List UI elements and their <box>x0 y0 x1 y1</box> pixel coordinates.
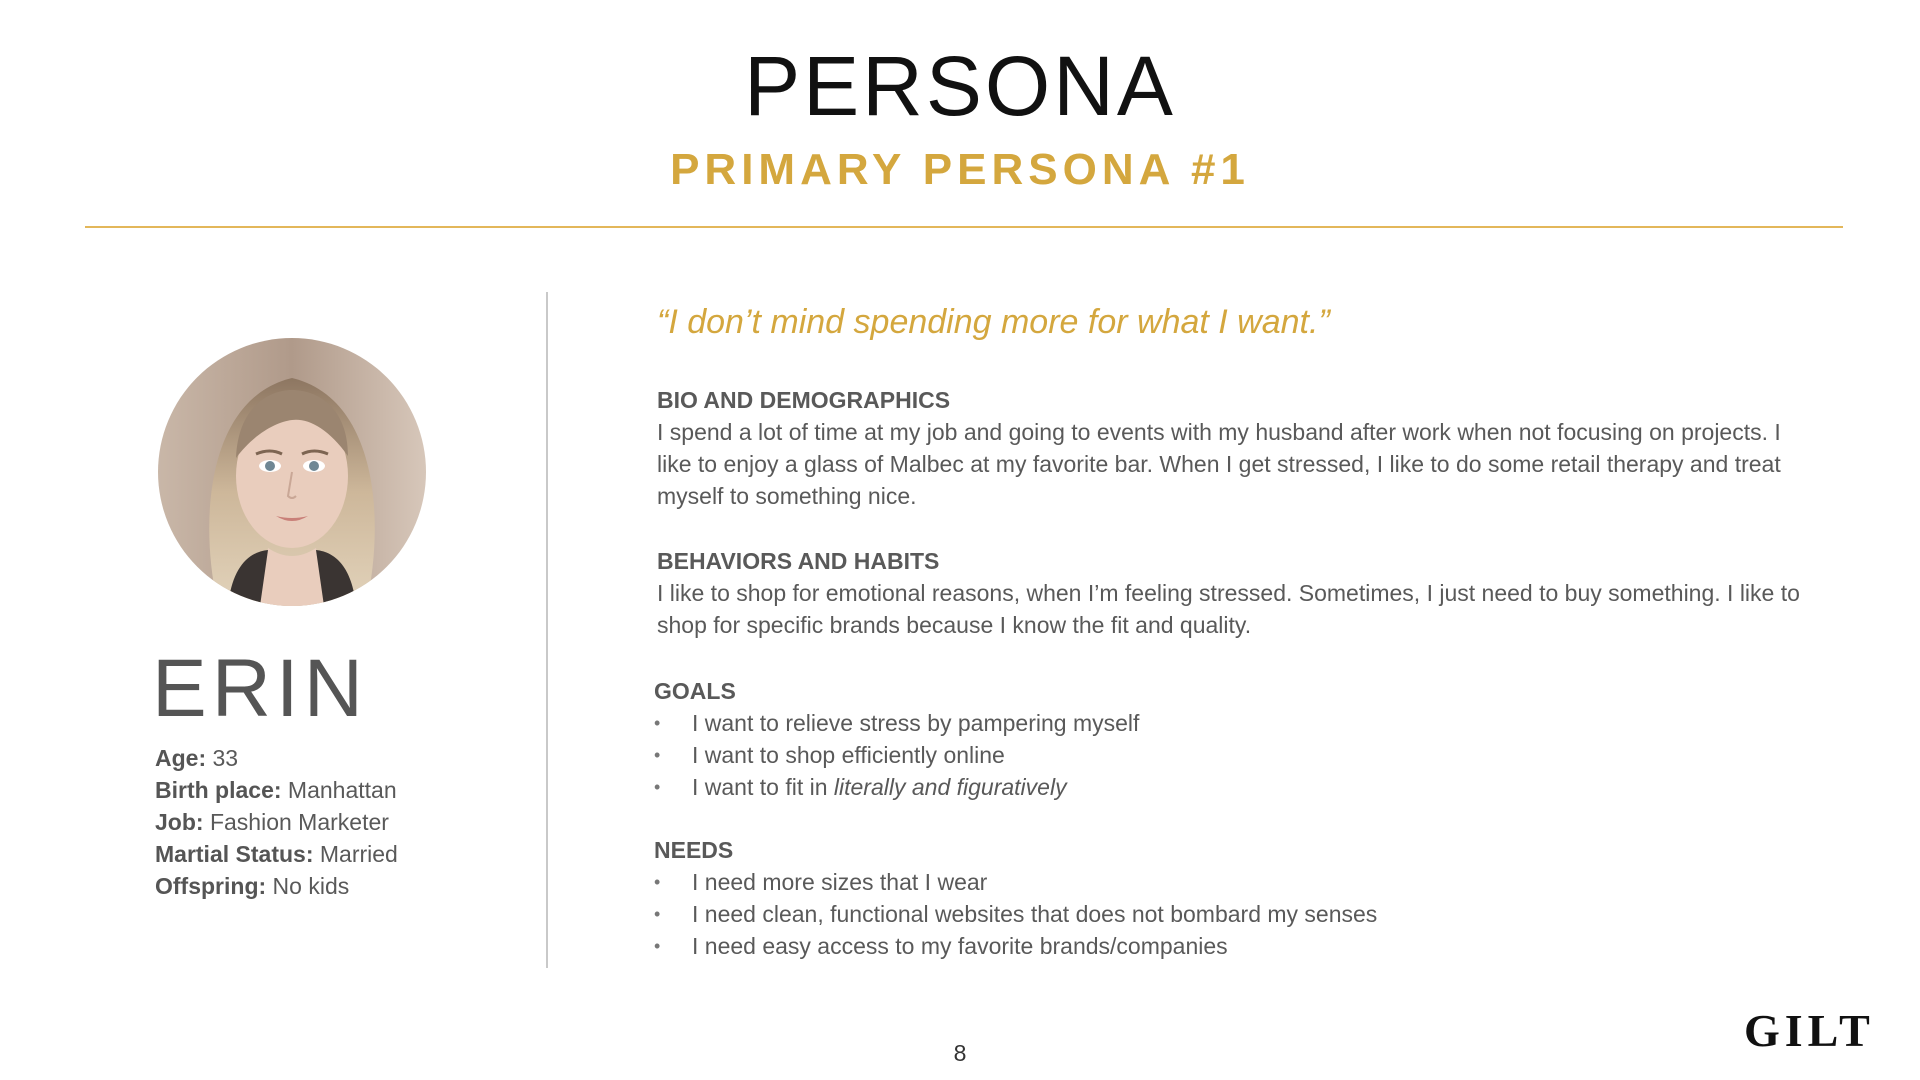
goals-section <box>654 675 1804 803</box>
bullet-icon: • <box>654 872 661 892</box>
page-number: 8 <box>953 1040 967 1066</box>
demographic-value: No kids <box>266 873 350 899</box>
bio-heading: BIO AND DEMOGRAPHICS <box>657 387 951 413</box>
list-item <box>654 898 1804 930</box>
behaviors-text: I like to shop for emotional reasons, when I’m feeling stressed. Sometimes, I just need to buy something. I like to shop for specific brands because I know the fit and quality. <box>657 580 1800 638</box>
bullet-icon: • <box>654 936 661 956</box>
goal-emphasis: literally and figuratively <box>833 774 1067 800</box>
demographic-birth-place <box>155 774 398 806</box>
bio-section <box>657 384 1807 512</box>
goals-heading: GOALS <box>654 678 736 704</box>
demographic-value: Married <box>313 841 398 867</box>
demographics-list <box>155 742 398 902</box>
list-item <box>654 739 1804 771</box>
goals-list <box>654 707 1804 803</box>
demographic-offspring <box>155 870 398 902</box>
demographic-age <box>155 742 398 774</box>
bullet-icon: • <box>654 777 661 797</box>
persona-quote: “I don’t mind spending more for what I want.” <box>657 303 1330 341</box>
persona-name: ERIN <box>152 643 368 734</box>
list-item <box>654 930 1804 962</box>
behaviors-heading: BEHAVIORS AND HABITS <box>657 548 940 574</box>
demographic-label: Birth place: <box>155 777 282 803</box>
page-subtitle: PRIMARY PERSONA #1 <box>670 145 1250 194</box>
demographic-label: Martial Status: <box>155 841 314 867</box>
bio-text: I spend a lot of time at my job and going to events with my husband after work when not focusing on projects. I like to enjoy a glass of Malbec at my favorite bar. When I get stressed, I like to do some retail therapy and treat myself to something nice. <box>657 419 1781 509</box>
gilt-logo: GILT <box>1744 1005 1875 1056</box>
demographic-value: 33 <box>206 745 239 771</box>
goal-text: I want to relieve stress by pampering myself <box>692 710 1140 736</box>
needs-heading: NEEDS <box>654 837 734 863</box>
need-text: I need more sizes that I wear <box>692 869 988 895</box>
list-item <box>654 866 1804 898</box>
column-divider <box>546 292 548 968</box>
need-text: I need clean, functional websites that does not bombard my senses <box>692 901 1378 927</box>
list-item <box>654 771 1804 803</box>
needs-section <box>654 834 1804 962</box>
demographic-label: Offspring: <box>155 873 267 899</box>
demographic-label: Job: <box>155 809 204 835</box>
goal-text: I want to fit in <box>692 774 834 800</box>
demographic-value: Fashion Marketer <box>203 809 389 835</box>
need-text: I need easy access to my favorite brands/companies <box>692 933 1228 959</box>
header-divider <box>85 226 1843 228</box>
bullet-icon: • <box>654 904 661 924</box>
demographic-label: Age: <box>155 745 207 771</box>
page-title: PERSONA <box>744 39 1176 133</box>
behaviors-section <box>657 545 1807 641</box>
demographic-marital-status <box>155 838 398 870</box>
demographic-value: Manhattan <box>281 777 397 803</box>
persona-photo <box>158 338 426 606</box>
bullet-icon: • <box>654 713 661 733</box>
list-item <box>654 707 1804 739</box>
demographic-job <box>155 806 398 838</box>
needs-list <box>654 866 1804 962</box>
goal-text: I want to shop efficiently online <box>692 742 1005 768</box>
bullet-icon: • <box>654 745 661 765</box>
